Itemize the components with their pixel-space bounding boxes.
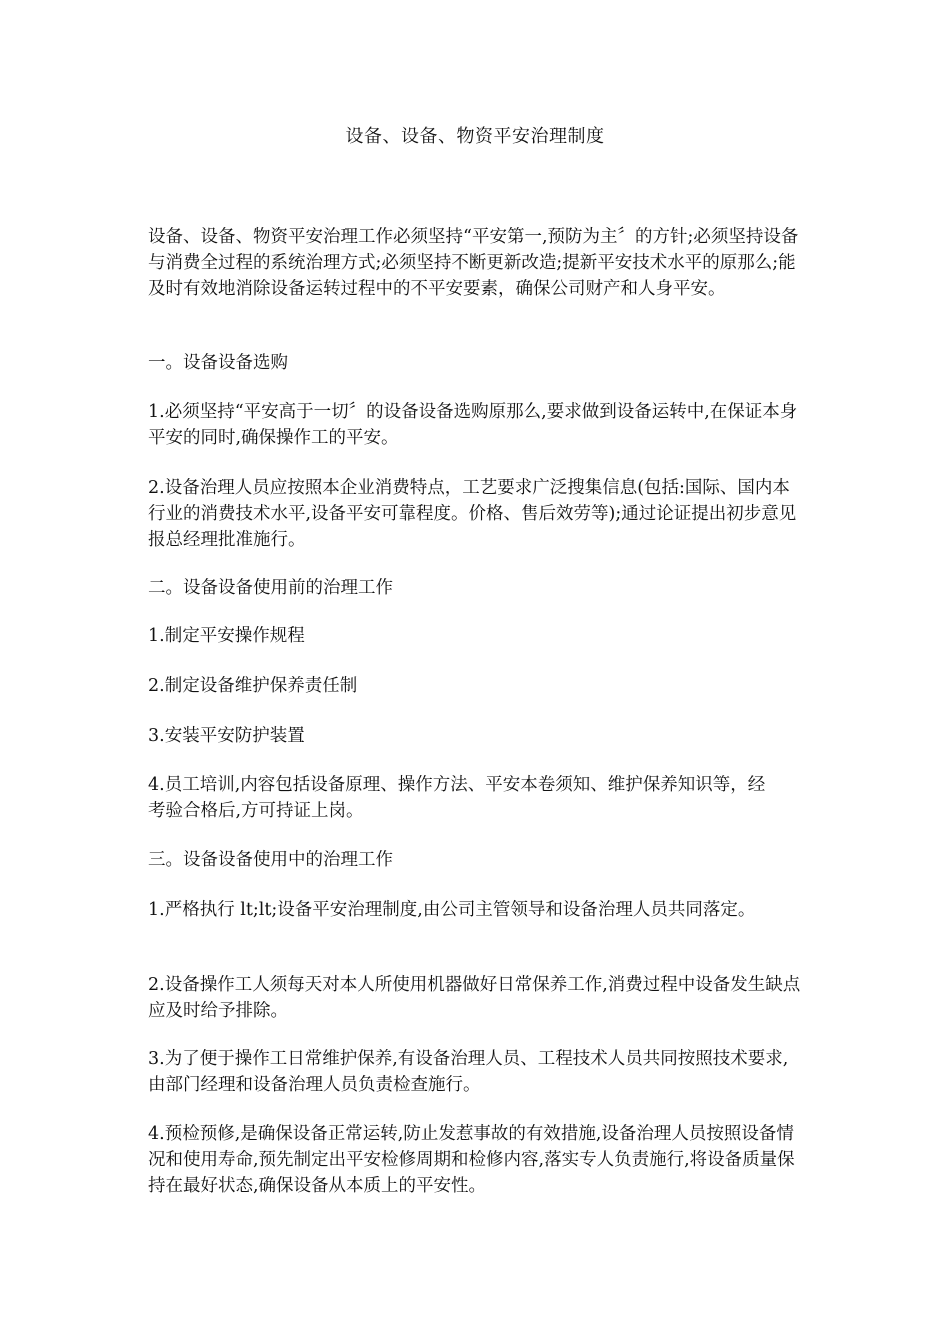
section-1-heading: 一。设备设备选购 xyxy=(148,353,288,373)
section-2-item-4: 4.员工培训,内容包括设备原理、操作方法、平安本卷须知、维护保养知识等，经考验合格后,方可持证上岗。 xyxy=(148,775,766,821)
section-3-item-3: 3.为了便于操作工日常维护保养,有设备治理人员、工程技术人员共同按照技术要求,由部门经理和设备治理人员负责检查施行。 xyxy=(148,1049,789,1095)
section-2-item-1: 1.制定平安操作规程 xyxy=(148,626,305,646)
section-2-heading: 二。设备设备使用前的治理工作 xyxy=(148,578,393,598)
section-3-item-4: 4.预检预修,是确保设备正常运转,防止发惹事故的有效措施,设备治理人员按照设备情况和使用寿命,预先制定出平安检修周期和检修内容,落实专人负责施行,将设备质量保持在最好状态,确保设备从本质上的平安性。 xyxy=(148,1124,795,1196)
section-2-item-2: 2.制定设备维护保养责任制 xyxy=(148,676,358,696)
section-1-item-2: 2.设备治理人员应按照本企业消费特点，工艺要求广泛搜集信息(包括:国际、国内本行业的消费技术水平,设备平安可靠程度。价格、售后效劳等);通过论证提出初步意见报总经理批准施行。 xyxy=(148,478,797,550)
section-3-heading: 三。设备设备使用中的治理工作 xyxy=(148,850,393,870)
intro-paragraph: 设备、设备、物资平安治理工作必须坚持“平安第一,预防为主〞的方针;必须坚持设备与消费全过程的系统治理方式;必须坚持不断更新改造;提新平安技术水平的原那么;能及时有效地消除设备运转过程中的不平安要素，确保公司财产和人身平安。 xyxy=(148,227,799,299)
section-3-item-2: 2.设备操作工人须每天对本人所使用机器做好日常保养工作,消费过程中设备发生缺点应及时给予排除。 xyxy=(148,975,801,1021)
section-1-item-1: 1.必须坚持“平安高于一切〞的设备设备选购原那么,要求做到设备运转中,在保证本身平安的同时,确保操作工的平安。 xyxy=(148,402,798,448)
document-title: 设备、设备、物资平安治理制度 xyxy=(345,126,605,147)
section-2-item-3: 3.安装平安防护装置 xyxy=(148,726,305,746)
section-3-item-1: 1.严格执行 lt;lt;设备平安治理制度,由公司主管领导和设备治理人员共同落定。 xyxy=(148,900,756,920)
